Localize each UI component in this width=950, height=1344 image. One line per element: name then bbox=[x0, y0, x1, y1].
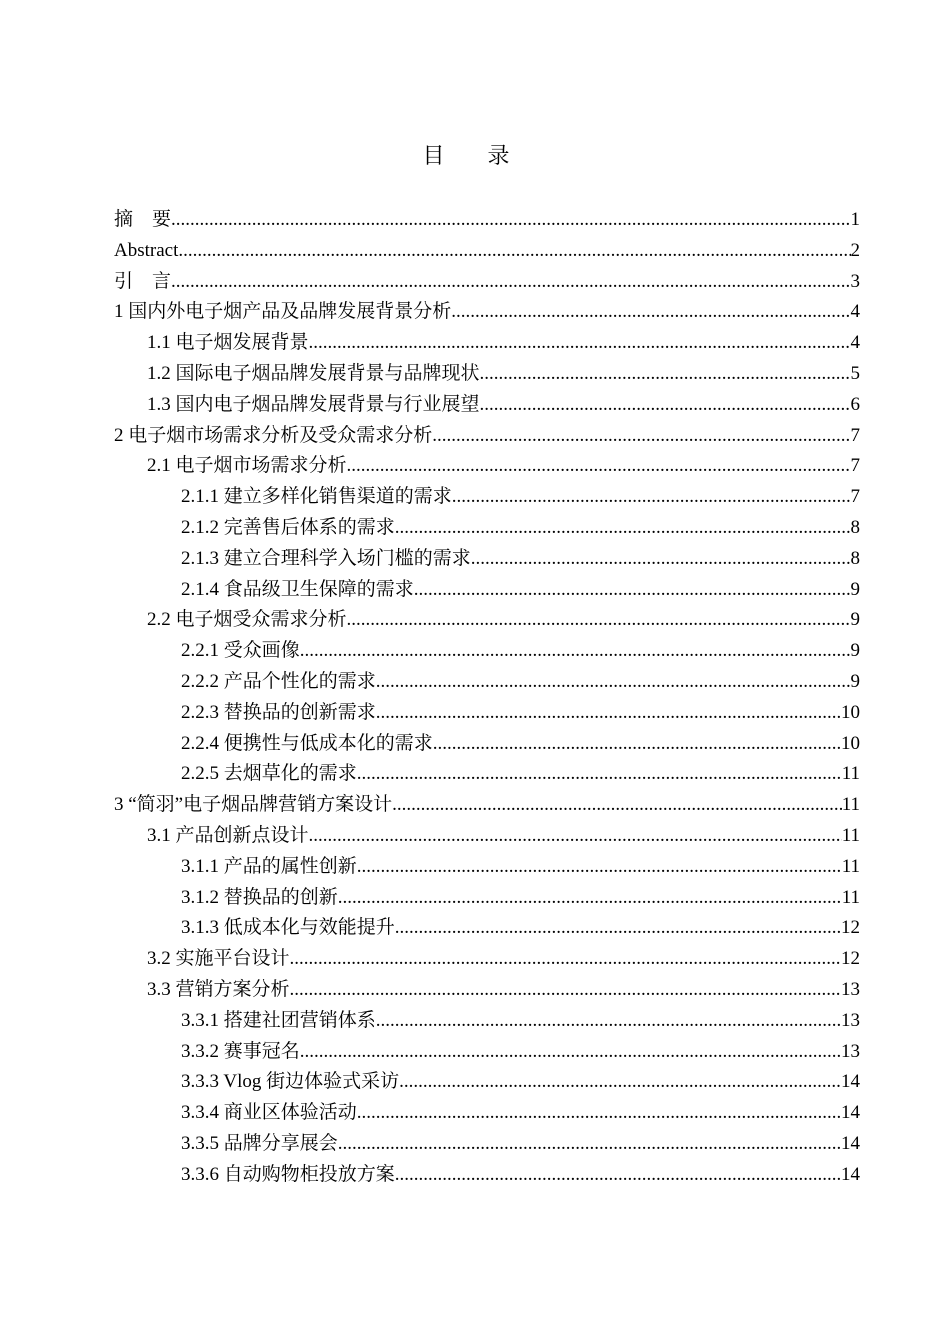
toc-dot-leader bbox=[376, 698, 841, 729]
toc-dot-leader bbox=[357, 852, 842, 883]
toc-entry-title: 2.1.2 完善售后体系的需求 bbox=[181, 516, 395, 538]
toc-entry[interactable] bbox=[114, 451, 860, 482]
toc-entry-page-number: 11 bbox=[841, 763, 860, 785]
toc-dot-leader bbox=[309, 821, 842, 852]
toc-entry-page-number: 11 bbox=[841, 794, 860, 816]
toc-entry-title: 2.2.3 替换品的创新需求 bbox=[181, 701, 376, 723]
toc-dot-leader bbox=[480, 390, 851, 421]
toc-dot-leader bbox=[171, 267, 850, 298]
toc-entry-title: 3.1.3 低成本化与效能提升 bbox=[181, 917, 395, 939]
toc-entry[interactable] bbox=[114, 1098, 860, 1129]
toc-entry[interactable] bbox=[114, 698, 860, 729]
toc-entry-title: 3.3.5 品牌分享展会 bbox=[181, 1132, 338, 1154]
toc-entry-page-number: 9 bbox=[850, 670, 860, 692]
toc-dot-leader bbox=[178, 236, 850, 267]
toc-entry-title: 2.2.2 产品个性化的需求 bbox=[181, 670, 376, 692]
toc-entry-page-number: 7 bbox=[850, 455, 860, 477]
toc-entry[interactable] bbox=[114, 944, 860, 975]
toc-entry-title: 3.1 产品创新点设计 bbox=[147, 824, 309, 846]
toc-dot-leader bbox=[347, 605, 851, 636]
toc-dot-leader bbox=[290, 975, 841, 1006]
toc-entry-page-number: 12 bbox=[841, 917, 860, 939]
toc-entry-page-number: 9 bbox=[850, 640, 860, 662]
toc-entry-page-number: 13 bbox=[841, 978, 860, 1000]
toc-dot-leader bbox=[395, 913, 841, 944]
toc-entry-title: 2 电子烟市场需求分析及受众需求分析 bbox=[114, 424, 433, 446]
toc-dot-leader bbox=[480, 359, 851, 390]
toc-entry-page-number: 5 bbox=[850, 362, 860, 384]
toc-dot-leader bbox=[290, 944, 841, 975]
toc-dot-leader bbox=[338, 883, 842, 914]
toc-entry-page-number: 6 bbox=[850, 393, 860, 415]
toc-entry[interactable] bbox=[114, 267, 860, 298]
toc-entry-page-number: 10 bbox=[841, 701, 860, 723]
toc-entry-page-number: 9 bbox=[850, 578, 860, 600]
toc-entry[interactable] bbox=[114, 359, 860, 390]
toc-entry-title: 3.1.1 产品的属性创新 bbox=[181, 855, 357, 877]
toc-entry[interactable] bbox=[114, 513, 860, 544]
toc-entry[interactable] bbox=[114, 1067, 860, 1098]
toc-dot-leader bbox=[357, 759, 842, 790]
toc-entry[interactable] bbox=[114, 729, 860, 760]
toc-entry-page-number: 11 bbox=[841, 855, 860, 877]
toc-entry[interactable] bbox=[114, 297, 860, 328]
toc-entry[interactable] bbox=[114, 883, 860, 914]
toc-entry-page-number: 13 bbox=[841, 1009, 860, 1031]
toc-entry-title: Abstract bbox=[114, 239, 179, 261]
toc-dot-leader bbox=[357, 1098, 841, 1129]
toc-dot-leader bbox=[392, 790, 842, 821]
toc-dot-leader bbox=[395, 513, 851, 544]
toc-entry-page-number: 11 bbox=[841, 886, 860, 908]
toc-entry-page-number: 1 bbox=[850, 209, 860, 230]
toc-entry[interactable] bbox=[114, 1037, 860, 1068]
toc-entry-title: 3.3.2 赛事冠名 bbox=[181, 1040, 300, 1062]
toc-entry-title: 3.3 营销方案分析 bbox=[147, 978, 290, 1000]
toc-entry-title: 1.1 电子烟发展背景 bbox=[147, 332, 309, 354]
toc-entry-title: 2.2 电子烟受众需求分析 bbox=[147, 609, 347, 631]
toc-entry-title: 2.2.4 便携性与低成本化的需求 bbox=[181, 732, 433, 754]
toc-entry[interactable] bbox=[114, 575, 860, 606]
toc-entry-title: 1 国内外电子烟产品及品牌发展背景分析 bbox=[114, 301, 452, 323]
toc-dot-leader bbox=[414, 575, 851, 606]
toc-entry[interactable] bbox=[114, 852, 860, 883]
toc-dot-leader bbox=[376, 667, 851, 698]
toc-dot-leader bbox=[347, 451, 851, 482]
toc-entry[interactable] bbox=[114, 390, 860, 421]
toc-entry-title: 3.3.1 搭建社团营销体系 bbox=[181, 1009, 376, 1031]
toc-dot-leader bbox=[399, 1067, 841, 1098]
toc-entry-title: 2.1.1 建立多样化销售渠道的需求 bbox=[181, 486, 452, 508]
toc-dot-leader bbox=[451, 297, 850, 328]
toc-entry-page-number: 12 bbox=[841, 948, 860, 970]
toc-entry-page-number: 4 bbox=[850, 301, 860, 323]
toc-entry[interactable] bbox=[114, 667, 860, 698]
toc-dot-leader bbox=[471, 544, 851, 575]
toc-dot-leader bbox=[338, 1129, 841, 1160]
toc-entry[interactable] bbox=[114, 482, 860, 513]
toc-entry-title: 3.1.2 替换品的创新 bbox=[181, 886, 338, 908]
toc-entry[interactable] bbox=[114, 236, 860, 267]
toc-entry[interactable] bbox=[114, 544, 860, 575]
toc-entry[interactable] bbox=[114, 759, 860, 790]
toc-entry-page-number: 14 bbox=[841, 1163, 860, 1185]
toc-entry-page-number: 7 bbox=[850, 486, 860, 508]
toc-entry[interactable] bbox=[114, 605, 860, 636]
toc-dot-leader bbox=[376, 1006, 841, 1037]
toc-entry-title: 3.3.6 自动购物柜投放方案 bbox=[181, 1163, 395, 1185]
toc-dot-leader bbox=[300, 1037, 841, 1068]
toc-entry-page-number: 4 bbox=[850, 332, 860, 354]
toc-entry-page-number: 10 bbox=[841, 732, 860, 754]
toc-entry[interactable] bbox=[114, 821, 860, 852]
toc-entry[interactable] bbox=[114, 1160, 860, 1191]
toc-entry[interactable] bbox=[114, 1006, 860, 1037]
toc-entry-title: 2.1.4 食品级卫生保障的需求 bbox=[181, 578, 414, 600]
toc-entry-title: 1.2 国际电子烟品牌发展背景与品牌现状 bbox=[147, 362, 480, 384]
toc-entry[interactable] bbox=[114, 913, 860, 944]
toc-entry-page-number: 14 bbox=[841, 1071, 860, 1093]
toc-title: 目 录 bbox=[422, 144, 528, 169]
toc-entry-page-number: 9 bbox=[850, 609, 860, 631]
toc-dot-leader bbox=[171, 205, 850, 236]
toc-entry-page-number: 2 bbox=[850, 239, 860, 261]
toc-entry-title: 2.2.1 受众画像 bbox=[181, 640, 300, 662]
toc-entry-title: 1.3 国内电子烟品牌发展背景与行业展望 bbox=[147, 393, 480, 415]
toc-dot-leader bbox=[452, 482, 851, 513]
toc-entry-title: 3.2 实施平台设计 bbox=[147, 948, 290, 970]
toc-entry-page-number: 14 bbox=[841, 1102, 860, 1124]
toc-entry-page-number: 8 bbox=[850, 547, 860, 569]
toc-entry-title: 3 “简羽”电子烟品牌营销方案设计 bbox=[114, 794, 393, 816]
toc-dot-leader bbox=[309, 328, 851, 359]
toc-entry[interactable] bbox=[114, 205, 860, 236]
toc-dot-leader bbox=[300, 636, 851, 667]
toc-entry-page-number: 13 bbox=[841, 1040, 860, 1062]
toc-entry-page-number: 14 bbox=[841, 1132, 860, 1154]
toc-entry[interactable] bbox=[114, 790, 860, 821]
toc-entry-page-number: 7 bbox=[850, 424, 860, 446]
toc-entry[interactable] bbox=[114, 975, 860, 1006]
toc-entry-page-number: 3 bbox=[850, 270, 860, 292]
toc-entry-title: 3.3.4 商业区体验活动 bbox=[181, 1102, 357, 1124]
toc-entry[interactable] bbox=[114, 636, 860, 667]
toc-entry[interactable] bbox=[114, 421, 860, 452]
toc-dot-leader bbox=[395, 1160, 841, 1191]
toc-dot-leader bbox=[432, 421, 850, 452]
toc-entry[interactable] bbox=[114, 1129, 860, 1160]
toc-entry-title: 2.2.5 去烟草化的需求 bbox=[181, 763, 357, 785]
table-of-contents bbox=[114, 205, 860, 1191]
toc-entry-title: 3.3.3 Vlog 街边体验式采访 bbox=[181, 1071, 400, 1093]
toc-entry-title: 引 言 bbox=[114, 270, 172, 292]
toc-entry[interactable] bbox=[114, 328, 860, 359]
toc-dot-leader bbox=[433, 729, 841, 760]
toc-entry-title: 摘 要 bbox=[114, 209, 172, 230]
toc-entry-page-number: 11 bbox=[841, 824, 860, 846]
toc-entry-title: 2.1.3 建立合理科学入场门槛的需求 bbox=[181, 547, 471, 569]
toc-entry-title: 2.1 电子烟市场需求分析 bbox=[147, 455, 347, 477]
toc-entry-page-number: 8 bbox=[850, 516, 860, 538]
